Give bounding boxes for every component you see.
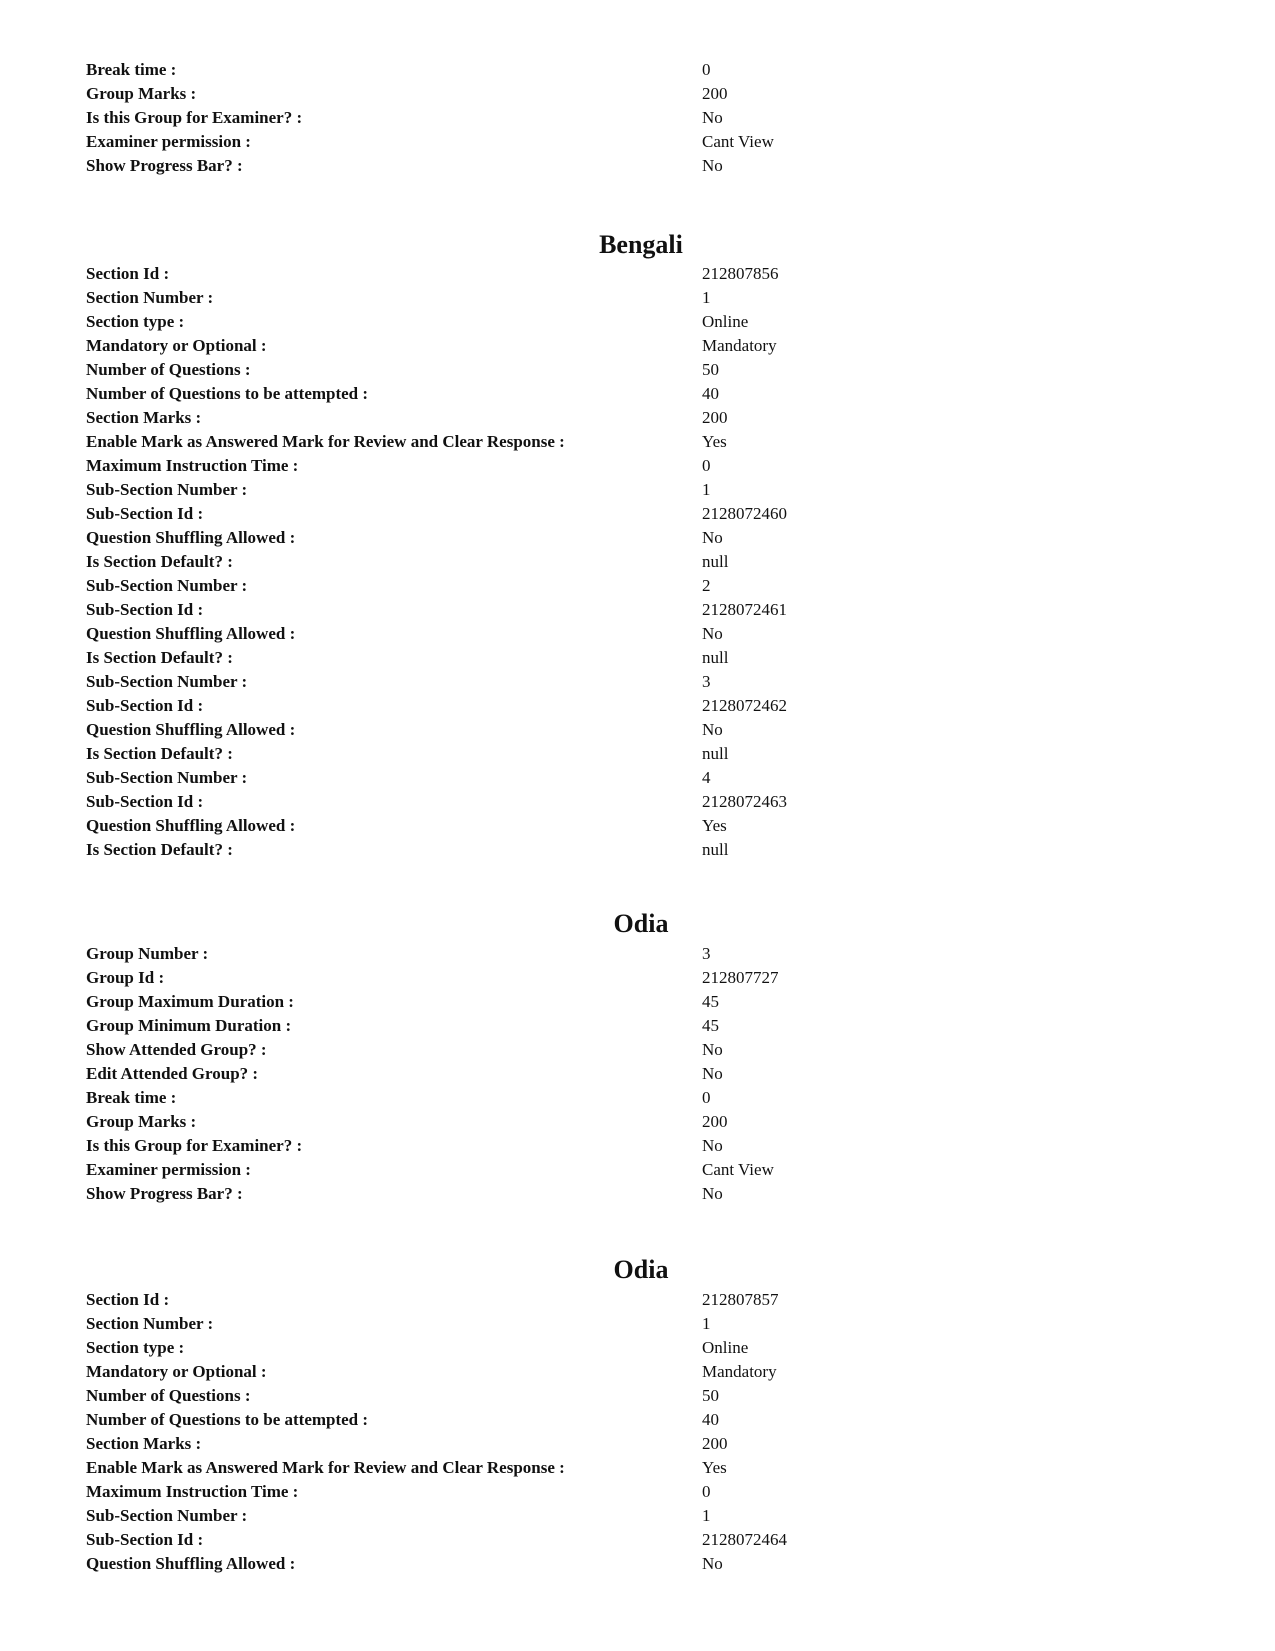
detail-label: Question Shuffling Allowed : [86, 816, 296, 835]
detail-label: Enable Mark as Answered Mark for Review and Clear Response : [86, 1458, 565, 1477]
detail-label: Show Attended Group? : [86, 1040, 267, 1059]
detail-label: Question Shuffling Allowed : [86, 1554, 296, 1573]
detail-row [0, 58, 1275, 82]
detail-value: 200 [702, 1112, 728, 1131]
detail-row [0, 1038, 1275, 1062]
detail-row [0, 382, 1275, 406]
detail-label: Section Number : [86, 1314, 214, 1333]
detail-row [0, 478, 1275, 502]
detail-value: 212807856 [702, 264, 779, 283]
detail-label: Maximum Instruction Time : [86, 1482, 299, 1501]
detail-row [0, 598, 1275, 622]
detail-label: Number of Questions to be attempted : [86, 1410, 369, 1429]
detail-label: Group Number : [86, 944, 209, 963]
detail-label: Edit Attended Group? : [86, 1064, 259, 1083]
detail-row [0, 1110, 1275, 1134]
detail-value: No [702, 108, 723, 127]
detail-label: Show Progress Bar? : [86, 1184, 243, 1203]
detail-row [0, 1336, 1275, 1360]
detail-row [0, 1456, 1275, 1480]
detail-value: null [702, 648, 729, 667]
detail-label: Is this Group for Examiner? : [86, 108, 303, 127]
detail-value: 0 [702, 1482, 711, 1501]
detail-value: 3 [702, 944, 711, 963]
detail-value: 0 [702, 60, 711, 79]
odia-section-title: Odia [613, 1255, 669, 1284]
detail-row [0, 1408, 1275, 1432]
detail-value: No [702, 156, 723, 175]
detail-value: null [702, 552, 729, 571]
detail-row [0, 1182, 1275, 1206]
detail-value: 40 [702, 384, 719, 403]
detail-value: null [702, 840, 729, 859]
detail-label: Show Progress Bar? : [86, 156, 243, 175]
detail-label: Number of Questions : [86, 1386, 251, 1405]
detail-value: 212807857 [702, 1290, 779, 1309]
detail-label: Examiner permission : [86, 1160, 251, 1179]
detail-row [0, 694, 1275, 718]
detail-row [0, 82, 1275, 106]
detail-label: Enable Mark as Answered Mark for Review and Clear Response : [86, 432, 565, 451]
detail-row [0, 358, 1275, 382]
detail-label: Sub-Section Id : [86, 600, 204, 619]
detail-value: No [702, 1184, 723, 1203]
detail-value: Cant View [702, 132, 774, 151]
detail-row [0, 990, 1275, 1014]
detail-label: Maximum Instruction Time : [86, 456, 299, 475]
detail-label: Group Maximum Duration : [86, 992, 294, 1011]
detail-label: Sub-Section Number : [86, 576, 248, 595]
detail-row [0, 718, 1275, 742]
detail-label: Sub-Section Number : [86, 1506, 248, 1525]
top-group-details [0, 58, 1275, 178]
detail-value: Mandatory [702, 1362, 777, 1381]
detail-label: Question Shuffling Allowed : [86, 528, 296, 547]
detail-value: 2128072463 [702, 792, 787, 811]
detail-row [0, 1312, 1275, 1336]
detail-label: Is Section Default? : [86, 744, 233, 763]
detail-label: Question Shuffling Allowed : [86, 624, 296, 643]
detail-value: 2128072460 [702, 504, 787, 523]
detail-value: Cant View [702, 1160, 774, 1179]
detail-value: No [702, 1136, 723, 1155]
detail-value: No [702, 1554, 723, 1573]
detail-row [0, 1158, 1275, 1182]
detail-label: Section type : [86, 312, 185, 331]
detail-value: No [702, 528, 723, 547]
detail-row [0, 838, 1275, 862]
detail-value: Mandatory [702, 336, 777, 355]
detail-label: Is Section Default? : [86, 648, 233, 667]
detail-value: 50 [702, 360, 719, 379]
detail-row [0, 766, 1275, 790]
detail-row [0, 334, 1275, 358]
detail-value: No [702, 1064, 723, 1083]
detail-row [0, 1086, 1275, 1110]
detail-value: 0 [702, 456, 711, 475]
detail-row [0, 1134, 1275, 1158]
detail-label: Sub-Section Number : [86, 480, 248, 499]
detail-label: Group Minimum Duration : [86, 1016, 292, 1035]
bengali-section-details [0, 262, 1275, 862]
detail-label: Is Section Default? : [86, 840, 233, 859]
detail-row [0, 1432, 1275, 1456]
detail-label: Section Id : [86, 264, 170, 283]
detail-value: 45 [702, 1016, 719, 1035]
detail-row [0, 454, 1275, 478]
detail-label: Sub-Section Id : [86, 1530, 204, 1549]
odia-section-details [0, 1288, 1275, 1576]
detail-label: Is Section Default? : [86, 552, 233, 571]
detail-row [0, 1384, 1275, 1408]
detail-row [0, 1480, 1275, 1504]
detail-value: 1 [702, 480, 711, 499]
detail-row [0, 1288, 1275, 1312]
detail-row [0, 814, 1275, 838]
detail-label: Sub-Section Number : [86, 768, 248, 787]
detail-value: 1 [702, 288, 711, 307]
detail-value: 0 [702, 1088, 711, 1107]
detail-value: null [702, 744, 729, 763]
detail-row [0, 646, 1275, 670]
detail-value: Yes [702, 816, 727, 835]
detail-row [0, 1552, 1275, 1576]
detail-row [0, 1528, 1275, 1552]
detail-row [0, 502, 1275, 526]
detail-label: Sub-Section Id : [86, 792, 204, 811]
detail-label: Section type : [86, 1338, 185, 1357]
detail-label: Examiner permission : [86, 132, 251, 151]
detail-row [0, 966, 1275, 990]
detail-row [0, 430, 1275, 454]
detail-label: Section Marks : [86, 1434, 202, 1453]
detail-row [0, 670, 1275, 694]
detail-value: Online [702, 1338, 749, 1357]
detail-label: Is this Group for Examiner? : [86, 1136, 303, 1155]
detail-value: Yes [702, 1458, 727, 1477]
detail-label: Number of Questions : [86, 360, 251, 379]
detail-value: No [702, 720, 723, 739]
detail-value: 40 [702, 1410, 719, 1429]
detail-row [0, 106, 1275, 130]
detail-value: 2128072464 [702, 1530, 787, 1549]
detail-value: 200 [702, 408, 728, 427]
detail-value: 3 [702, 672, 711, 691]
detail-value: 2128072462 [702, 696, 787, 715]
detail-value: Online [702, 312, 749, 331]
odia-group-title: Odia [613, 909, 669, 938]
detail-row [0, 310, 1275, 334]
detail-label: Number of Questions to be attempted : [86, 384, 369, 403]
detail-value: 212807727 [702, 968, 779, 987]
detail-value: No [702, 1040, 723, 1059]
detail-row [0, 262, 1275, 286]
detail-value: 2 [702, 576, 711, 595]
detail-value: 200 [702, 84, 728, 103]
detail-label: Group Id : [86, 968, 165, 987]
detail-label: Section Id : [86, 1290, 170, 1309]
detail-label: Sub-Section Id : [86, 696, 204, 715]
detail-value: Yes [702, 432, 727, 451]
detail-label: Sub-Section Number : [86, 672, 248, 691]
detail-row [0, 526, 1275, 550]
detail-row [0, 286, 1275, 310]
detail-value: 2128072461 [702, 600, 787, 619]
detail-label: Break time : [86, 1088, 177, 1107]
detail-value: 50 [702, 1386, 719, 1405]
detail-label: Mandatory or Optional : [86, 336, 267, 355]
detail-row [0, 742, 1275, 766]
detail-label: Section Number : [86, 288, 214, 307]
detail-value: 4 [702, 768, 711, 787]
detail-row [0, 1014, 1275, 1038]
detail-row [0, 1360, 1275, 1384]
detail-row [0, 406, 1275, 430]
detail-row [0, 790, 1275, 814]
detail-label: Sub-Section Id : [86, 504, 204, 523]
detail-value: 45 [702, 992, 719, 1011]
detail-row [0, 622, 1275, 646]
bengali-section-title: Bengali [599, 230, 683, 259]
detail-row [0, 550, 1275, 574]
detail-label: Group Marks : [86, 1112, 197, 1131]
detail-row [0, 942, 1275, 966]
detail-row [0, 574, 1275, 598]
detail-value: 1 [702, 1314, 711, 1333]
detail-row [0, 1504, 1275, 1528]
detail-value: 200 [702, 1434, 728, 1453]
detail-value: 1 [702, 1506, 711, 1525]
detail-value: No [702, 624, 723, 643]
detail-label: Mandatory or Optional : [86, 1362, 267, 1381]
detail-row [0, 130, 1275, 154]
detail-label: Section Marks : [86, 408, 202, 427]
detail-row [0, 1062, 1275, 1086]
detail-label: Question Shuffling Allowed : [86, 720, 296, 739]
detail-label: Group Marks : [86, 84, 197, 103]
odia-group-details [0, 942, 1275, 1206]
detail-row [0, 154, 1275, 178]
detail-label: Break time : [86, 60, 177, 79]
